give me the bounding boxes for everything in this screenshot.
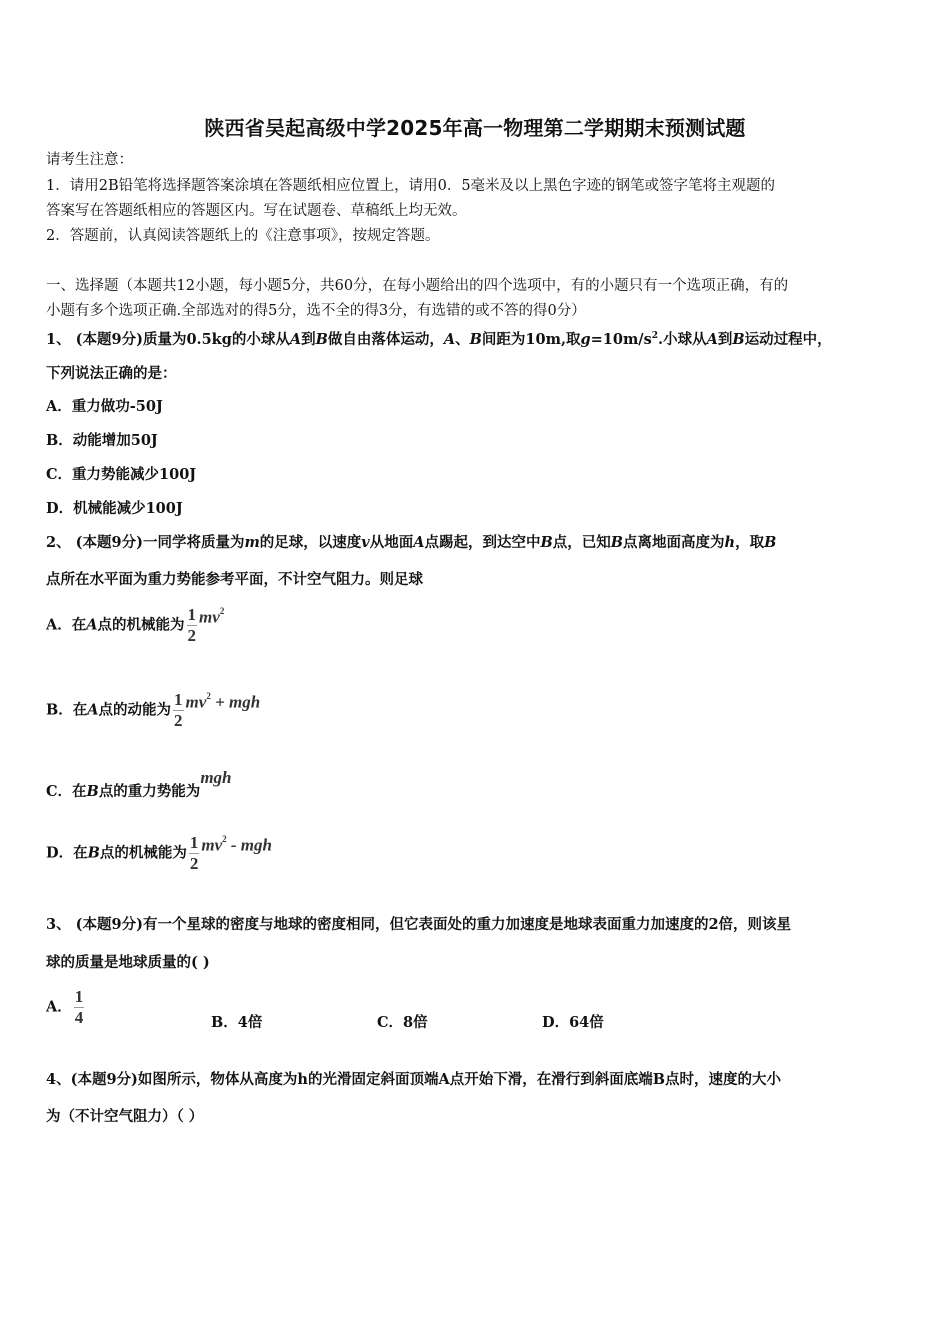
q1-text: 到 [301,330,316,348]
q2-option-b [46,688,260,733]
q1-text: 做自由落体运动， [327,330,444,348]
q2-opt-text: 点的机械能为 [97,616,185,634]
formula-minus-mgh: - mgh [230,835,272,855]
notice-line-2: 答案写在答题纸相应的答题区内。写在试题卷、草稿纸上均无效。 [46,203,467,219]
q1-exponent: 2 [651,331,659,341]
q2-option-d [46,831,272,876]
q3-option-b: B．4倍 [211,1014,263,1031]
q2-option-a [46,603,224,648]
page-title: 陕西省吴起高级中学2025年高一物理第二学期期末预测试题 [204,116,746,140]
q2-opt-text: 点的重力势能为 [98,783,201,800]
q2-opt-var: B [86,783,99,800]
q2-var-a: A [413,534,425,551]
q1-text: 运动过程中， [744,330,832,348]
question-2-stem [46,533,776,553]
fraction-numerator: 1 [74,987,84,1006]
formula-plus-mgh: + mgh [215,692,261,712]
q2-opt-text: B．在 [46,701,88,719]
q1-var-a: A [289,330,302,348]
formula-mv: mv [199,607,220,627]
fraction-quarter [74,987,85,1028]
q1-var-a: A [443,330,456,348]
formula-mv2 [199,593,224,638]
q2-opt-var: B [87,844,100,862]
question-3-stem-2: 球的质量是地球质量的( ) [46,954,210,971]
formula-exponent: 2 [206,691,211,701]
q2-var-b: B [540,534,553,551]
q2-var-b: B [764,534,777,551]
question-4-stem: 4、(本题9分)如图所示，物体从高度为h的光滑固定斜面顶端A点开始下滑，在滑行到斜面底端B点时，速度的大小 [46,1071,781,1088]
fraction-denominator: 2 [189,853,199,873]
question-2-stem-2: 点所在水平面为重力势能参考平面，不计空气阻力。则足球 [46,571,423,588]
notice-heading: 请考生注意： [46,152,133,168]
formula-mgh: mgh [200,768,232,787]
q1-var-b: B [469,330,482,348]
q3-option-d: D．64倍 [542,1014,604,1031]
q1-text: 间距为10m,取 [481,330,581,348]
fraction-numerator: 1 [187,604,197,624]
q2-opt-text: 点的动能为 [98,701,172,719]
q1-option-b: B．动能增加50J [46,432,158,449]
q3-option-c: C．8倍 [377,1014,428,1031]
q1-var-b: B [732,330,745,348]
q1-text: 1、 (本题9分)质量为0.5kg的小球从 [46,330,290,348]
notice-line-3: 2．答题前，认真阅读答题纸上的《注意事项》，按规定答题。 [46,228,440,244]
q2-text: 点，已知 [552,534,611,551]
q2-var-v: v [361,534,370,551]
fraction-half [173,690,184,731]
q1-option-c: C．重力势能减少100J [46,466,197,483]
question-3-stem: 3、 (本题9分)有一个星球的密度与地球的密度相同，但它表面处的重力加速度是地球表面重力加速度的2倍，则该星 [46,916,792,933]
q1-var-a: A [706,330,718,348]
formula-exponent: 2 [219,606,225,616]
q1-text: 、 [455,330,470,348]
fraction-numerator: 1 [174,689,183,709]
fraction-numerator: 1 [189,832,199,852]
question-1-stem-2: 下列说法正确的是： [46,365,177,382]
question-4-stem-2: 为（不计空气阻力）（ ） [46,1108,204,1125]
q2-text: 点踢起，到达空中 [424,534,541,551]
q3-opt-label: A． [46,998,72,1016]
q2-opt-text: A．在 [46,616,87,634]
q2-var-m: m [244,534,260,551]
section-instructions-1: 一、选择题（本题共12小题，每小题5分，共60分，在每小题给出的四个选项中，有的小题只有一个选项正确，有的 [46,278,789,294]
q3-option-a [46,987,86,1028]
q2-text: 点离地面高度为 [623,534,725,551]
q2-text: 2、 (本题9分)一同学将质量为 [46,534,245,551]
q2-opt-var: A [86,616,98,634]
q1-var-g: g [580,330,591,348]
notice-line-1: 1．请用2B铅笔将选择题答案涂填在答题纸相应位置上，请用0．5毫米及以上黑色字迹的钢笔或签字笔将主观题的 [46,178,776,194]
q2-opt-var: A [87,701,99,719]
q2-var-b: B [610,534,624,551]
q2-text: 的足球，以速度 [259,534,362,551]
formula-exponent: 2 [222,834,227,844]
section-instructions-2: 小题有多个选项正确.全部选对的得5分，选不全的得3分，有选错的或不答的得0分） [46,303,586,319]
q1-option-d: D．机械能减少100J [46,500,183,517]
fraction-denominator: 2 [174,710,183,730]
formula-mv2-plus-mgh [186,678,261,723]
question-1-stem [46,326,832,350]
q1-option-a: A．重力做功-50J [46,398,163,415]
q1-text: =10m/s [590,330,652,348]
q2-opt-text: D．在 [46,844,88,862]
q1-var-b: B [315,330,328,348]
formula-mv: mv [201,835,223,855]
fraction-denominator: 4 [74,1008,84,1027]
fraction-half [189,833,200,874]
formula-mv: mv [185,692,207,712]
fraction-denominator: 2 [187,625,197,645]
q2-option-c [46,768,232,812]
q2-text: 从地面 [369,534,414,551]
q1-text: 到 [717,330,733,348]
fraction-half [187,605,198,646]
q1-text: .小球从 [658,330,707,348]
q2-opt-text: C．在 [46,783,87,800]
q2-text: ，取 [735,534,765,551]
q2-opt-text: 点的机械能为 [99,844,187,862]
formula-mv2-minus-mgh [201,821,272,866]
q2-var-h: h [724,534,736,551]
